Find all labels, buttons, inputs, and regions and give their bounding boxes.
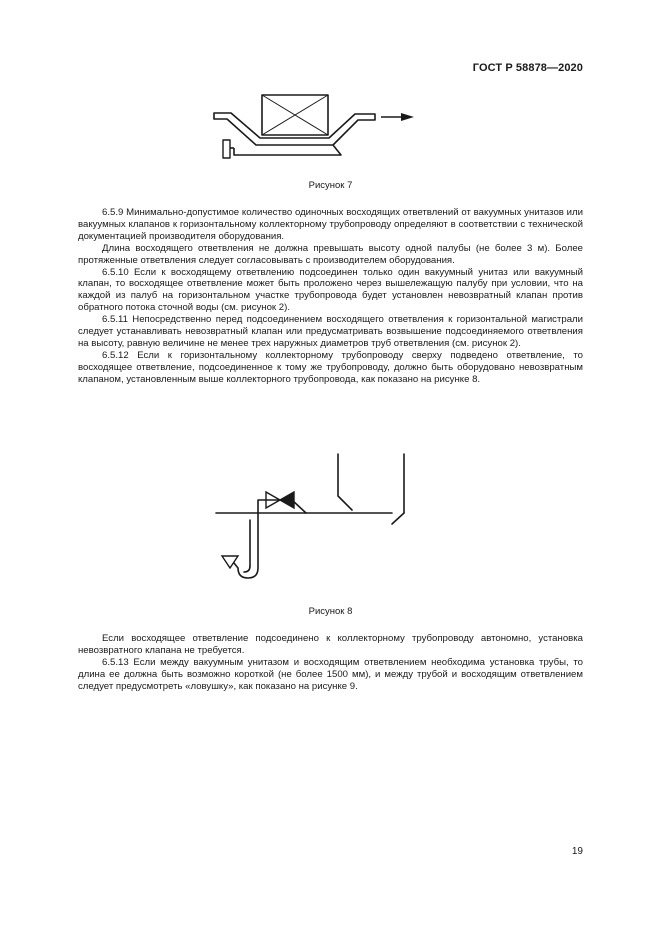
inlet-flange [223, 140, 230, 158]
right-riser-bend [392, 513, 404, 524]
pipe-lower-line [234, 145, 341, 155]
paragraph-6-5-11: 6.5.11 Непосредственно перед подсоединением восходящего ответвления к горизонтальной магистрали следует устанавливать невозвратный клапан или предусматривать возвышение подсоединяемого ответвления на высоту, равную величине не менее трех наружных диаметров труб ответвления (см. рисунок 2). [78, 314, 583, 349]
valve-loop [258, 500, 306, 513]
check-valve-right [280, 492, 294, 508]
document-code: ГОСТ Р 58878—2020 [472, 62, 583, 74]
figure-8-diagram [210, 448, 420, 584]
paragraph-length-limit: Длина восходящего ответвления не должна превышать высоту одной палубы (не более 3 м). Более протяженные ответвления следует согласовывать с производителем оборудования. [78, 242, 583, 266]
upper-branch-pipe [338, 454, 352, 510]
paragraph-6-5-13: 6.5.13 Если между вакуумным унитазом и восходящим ответвлением необходима установка трубы, то длина ее должна быть возможно короткой (не более 1500 мм), и между трубой и восходящим ответвлением следует предусмотреть «ловушку», как показано на рисунке 9. [78, 656, 583, 692]
figure-7-diagram [205, 86, 425, 168]
figure-8-caption: Рисунок 8 [308, 606, 353, 617]
figure-7-caption: Рисунок 7 [308, 180, 353, 191]
paragraph-autonomous: Если восходящее ответвление подсоединено к коллекторному трубопроводу автономно, установка невозвратного клапана не требуется. [78, 633, 583, 656]
trap-outer-bend [244, 566, 250, 572]
text-block-2 [78, 633, 583, 693]
paragraph-6-5-9: 6.5.9 Минимально-допустимое количество одиночных восходящих ответвлений от вакуумных унитазов или вакуумных клапанов к горизонтальному коллекторному трубопроводу определяют в соответствии с технической документацией производителя оборудования. [78, 207, 583, 242]
trap-riser [234, 513, 258, 578]
paragraph-6-5-10: 6.5.10 Если к восходящему ответвлению подсоединен только один вакуумный унитаз или вакуумный клапан, то восходящее ответвление может быть проложено через вышележащую палубу при условии, что на каждой из палуб на горизонтальном участке трубопровода будет установлен невозвратный клапан против обратного потока сточной воды (см. рисунок 2). [78, 266, 583, 314]
page-number: 19 [571, 846, 583, 857]
text-block-1 [78, 207, 583, 386]
pipe-upper-line [214, 113, 375, 145]
flow-arrow-head [401, 113, 414, 121]
paragraph-6-5-12: 6.5.12 Если к горизонтальному коллекторному трубопроводу сверху подведено ответвление, то восходящее ответвление, подсоединенное к тому же трубопроводу, должно быть оборудовано невозвратным клапаном, установленным выше коллекторного трубопровода, как показано на рисунке 8. [78, 349, 583, 385]
